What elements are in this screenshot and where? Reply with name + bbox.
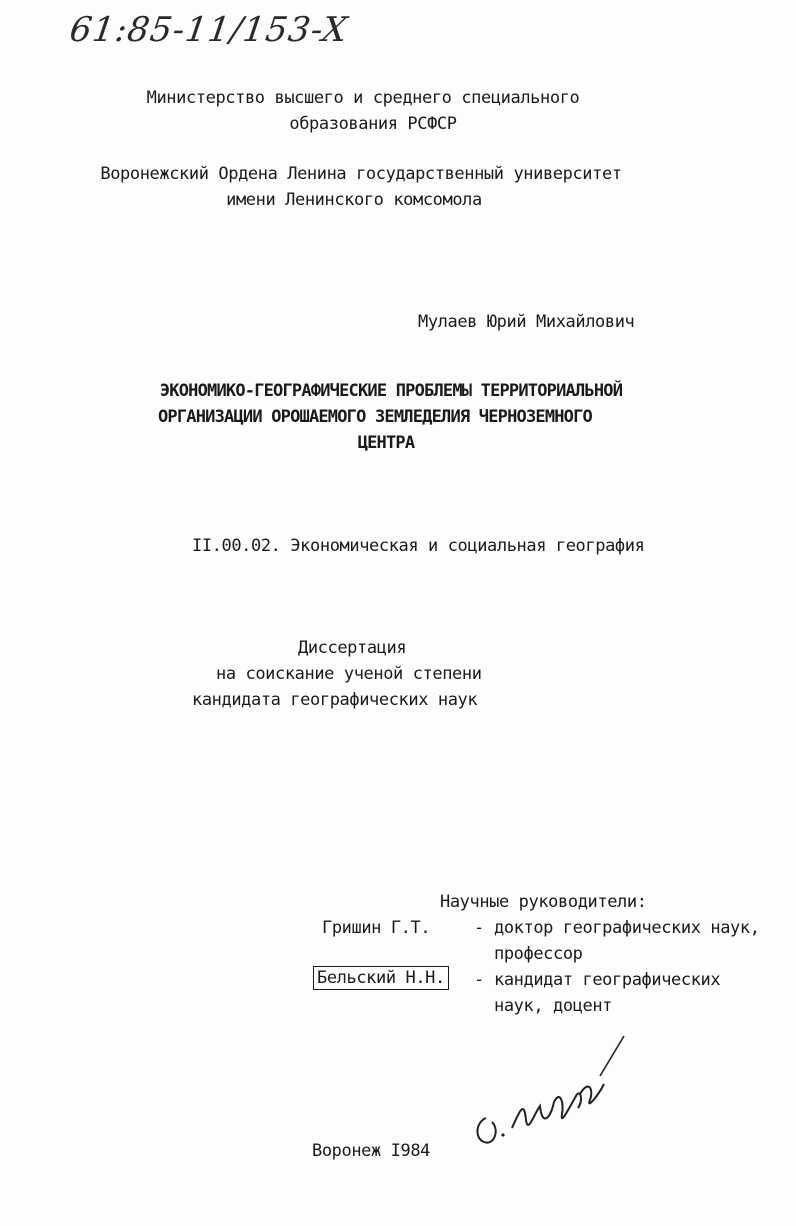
degree-line-1: Диссертация [298,638,407,658]
supervisor-2-title: кандидат географических [494,970,721,990]
title-line-1: ЭКОНОМИКО-ГЕОГРАФИЧЕСКИЕ ПРОБЛЕМЫ ТЕРРИТОРИАЛЬНОЙ [159,381,623,401]
specialty-code: II.00.02. Экономическая и социальная география [192,536,645,556]
supervisor-1-name: Гришин Г.Т. [322,918,431,938]
supervisor-2-name: Бельский Н.Н. [313,966,449,990]
supervisor-1-rank: профессор [494,944,583,964]
supervisor-2-dash: - [474,970,484,990]
supervisor-2-rank: наук, доцент [494,996,613,1016]
title-line-2: ОРГАНИЗАЦИИ ОРОШАЕМОГО ЗЕМЛЕДЕЛИЯ ЧЕРНОЗЕМНОГО [157,407,592,427]
supervisor-1-title: доктор географических наук, [494,918,760,938]
supervisor-2-name-box [318,968,449,988]
handwritten-signature [468,1030,638,1160]
degree-line-3: кандидата географических наук [192,690,478,710]
supervisors-heading: Научные руководители: [440,892,647,912]
author-name: Мулаев Юрий Михайлович [418,312,635,332]
city-year: Воронеж I984 [312,1141,431,1161]
ministry-line-1: Министерство высшего и среднего специального [146,88,580,108]
ministry-line-2: образования РСФСР [289,114,457,134]
university-line-1: Воронежский Ордена Ленина государственный университет [100,164,622,184]
degree-line-2: на соискание ученой степени [216,664,482,684]
archive-number: 61:85-11/153-X [67,10,351,50]
supervisor-1-dash: - [474,918,484,938]
title-line-3: ЦЕНТРА [357,433,415,453]
university-line-2: имени Ленинского комсомола [226,190,482,210]
